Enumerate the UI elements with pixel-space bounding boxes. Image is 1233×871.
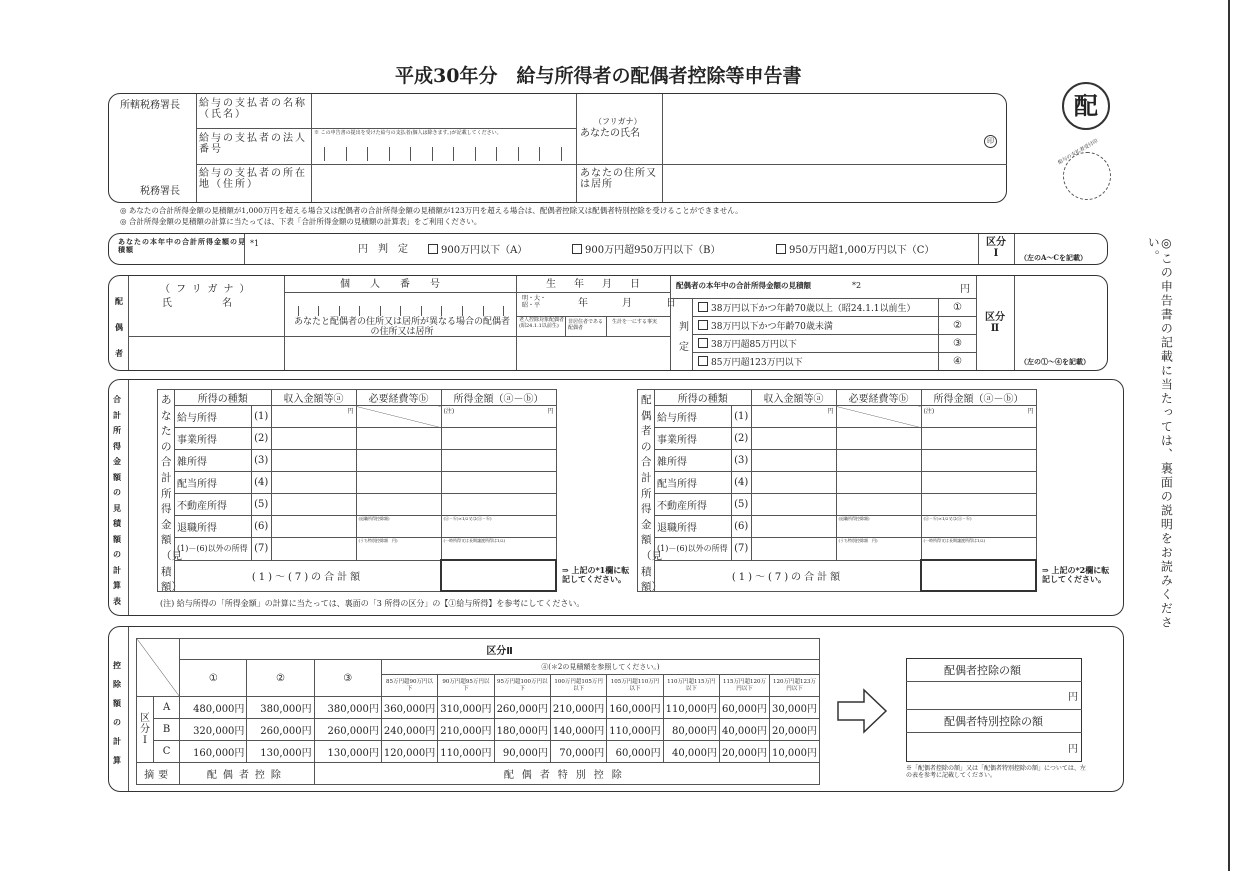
you-row-6-num: (6) xyxy=(251,516,271,538)
spouse-option-2-label: 38万円以下かつ年齢70歳未満 xyxy=(711,322,833,332)
sp-row-7: (1)－(6)以外の所得 xyxy=(655,538,732,561)
payer-name-field[interactable] xyxy=(314,96,572,126)
option-b-label: 900万円超950万円以下（B） xyxy=(585,245,721,256)
you-row-3-revenue[interactable] xyxy=(271,450,356,472)
category-2-note: （左の①～④を記載） xyxy=(1020,357,1090,366)
you-row-1-num: (1) xyxy=(251,406,271,428)
sp-row-2-revenue[interactable] xyxy=(751,428,836,450)
transfer-1-note: ⇒ 上記の*1欄に転記してください。 xyxy=(562,565,630,584)
spouse-address-note: あなたと配偶者の住所又は居所が異なる場合の配偶者の住所又は居所 xyxy=(293,317,510,337)
you-row-3: 雑所得 xyxy=(175,450,252,472)
sp-temp-income[interactable]: (一時所得又は長期譲渡所得は1/2) xyxy=(921,538,1036,561)
row-c-val-11: 10,000円 xyxy=(770,741,820,763)
payer-corp-no-field[interactable] xyxy=(314,140,572,162)
you-row-5-num: (5) xyxy=(251,494,271,516)
sp-row-3-revenue[interactable] xyxy=(751,450,836,472)
you-income-table xyxy=(157,389,557,592)
spouse-option-4-checkbox[interactable] xyxy=(698,356,708,366)
row-b-val-3: 260,000円 xyxy=(314,719,381,741)
sp-row-4-income[interactable] xyxy=(921,472,1036,494)
you-row-4-num: (4) xyxy=(251,472,271,494)
row-b-val-6: 180,000円 xyxy=(494,719,550,741)
spouse-option-3-checkbox[interactable] xyxy=(698,338,708,348)
you-row-2: 事業所得 xyxy=(175,428,252,450)
spouse-vertical-label: 配偶者の合計所得金額（見積額） xyxy=(641,394,662,594)
spouse-deduction-label: 配偶者控除 xyxy=(180,763,314,785)
stamp-text: 給与の支払者受付印 xyxy=(1057,138,1100,166)
sp-retire-deduction[interactable]: (退職所得控除額) xyxy=(836,516,921,538)
your-address-label: あなたの住所又は居所 xyxy=(580,168,657,190)
col-2: ② xyxy=(247,660,314,697)
box1-label: 配偶者控除の額 xyxy=(944,664,1021,677)
birthdate-ymd: 年 月 日 xyxy=(578,298,688,309)
you-row-1: 給与所得 xyxy=(175,406,252,428)
sp-row-3-income[interactable] xyxy=(921,450,1036,472)
sp-special-deduction[interactable]: (うち特別控除額 円) xyxy=(836,538,921,561)
sp-row-3: 雑所得 xyxy=(655,450,732,472)
you-special-deduction[interactable]: (うち特別控除額 円) xyxy=(356,538,441,561)
you-row-3-num: (3) xyxy=(251,450,271,472)
sp-row-1: 給与所得 xyxy=(655,406,732,428)
you-row-4-expenses[interactable] xyxy=(356,472,441,494)
sp-note-mark: (注) xyxy=(923,408,935,415)
row-c-val-5: 110,000円 xyxy=(438,741,494,763)
sp-row-1-num: (1) xyxy=(731,406,751,428)
spouse-option-2[interactable] xyxy=(698,320,833,333)
row-a-val-11: 30,000円 xyxy=(770,697,820,719)
sp-row-7-revenue[interactable] xyxy=(751,538,836,561)
sp-row-2: 事業所得 xyxy=(655,428,732,450)
seal-mark: 配 xyxy=(1062,82,1110,130)
spouse-side-label: 配偶者 xyxy=(115,296,123,358)
row-c-val-1: 160,000円 xyxy=(180,741,247,763)
row-b-val-1: 320,000円 xyxy=(180,719,247,741)
row-a-key: A xyxy=(154,697,180,719)
row-b-val-8: 110,000円 xyxy=(607,719,663,741)
spouse-income-field[interactable] xyxy=(870,280,954,296)
row-b-val-4: 240,000円 xyxy=(381,719,437,741)
spouse-income-yen: 円 xyxy=(960,284,970,295)
personal-seal-mark: 印 xyxy=(984,135,997,148)
sp-row-6-revenue[interactable] xyxy=(751,516,836,538)
sp-row-1-revenue[interactable]: 円 xyxy=(751,406,836,428)
page-edge-line xyxy=(1228,0,1230,871)
col-1: ① xyxy=(180,660,247,697)
you-row-3-expenses[interactable] xyxy=(356,450,441,472)
you-row-7-revenue[interactable] xyxy=(271,538,356,561)
spouse-option-3-label: 38万円超85万円以下 xyxy=(711,340,797,350)
tax-office-head: 所轄税務署長 xyxy=(120,100,180,111)
subcol-8: 120万円超123万円以下 xyxy=(770,675,820,697)
sp-total-label: (1)～(7)の合計額 xyxy=(655,560,922,591)
your-name-label: あなたの氏名 xyxy=(580,128,640,139)
sp-row-2-income[interactable] xyxy=(921,428,1036,450)
payer-corp-no-note: ※ この申告書の提出を受けた給与の支払者(個人は除きます。)が記載してください。 xyxy=(314,130,502,136)
reading-note: ◎この申告書の記載に当たっては、裏面の説明をお読みください。 xyxy=(1146,236,1174,630)
spouse-option-3[interactable] xyxy=(698,338,797,351)
spouse-option-1-checkbox[interactable] xyxy=(698,302,708,312)
note-1: ◎ あなたの合計所得金額の見積額が1,000万円を超える場合又は配偶者の合計所得金額の見積額が123万円を超える場合は、配偶者控除又は配偶者特別控除を受けることができません。 xyxy=(120,206,743,215)
form-title: 平成30年分 給与所得者の配偶者控除等申告書 xyxy=(395,65,802,87)
deduction-table xyxy=(136,638,820,785)
you-header-expenses: 必要経費等ⓑ xyxy=(356,390,441,406)
spouse-option-2-checkbox[interactable] xyxy=(698,320,708,330)
row-a-val-5: 310,000円 xyxy=(438,697,494,719)
row-a-val-3: 380,000円 xyxy=(314,697,381,719)
option-b-checkbox[interactable] xyxy=(572,244,582,254)
sp-header-revenue: 収入金額等ⓐ xyxy=(751,390,836,406)
you-temp-income[interactable]: (一時所得又は長期譲渡所得は1/2) xyxy=(441,538,556,561)
sp-row-4-revenue[interactable] xyxy=(751,472,836,494)
spouse-option-1-num: ① xyxy=(953,302,962,313)
row-c-key: C xyxy=(154,741,180,763)
furigana-label: （フリガナ） xyxy=(594,117,642,126)
spouse-income-mark: *2 xyxy=(852,281,862,290)
row-b-val-7: 140,000円 xyxy=(550,719,606,741)
subcol-7: 115万円超120万円以下 xyxy=(720,675,770,697)
sp-row-5-expenses[interactable] xyxy=(836,494,921,516)
sp-row-6-num: (6) xyxy=(731,516,751,538)
sp-row-1-expenses xyxy=(836,406,921,428)
you-header-income: 所得金額（ⓐ－ⓑ） xyxy=(441,390,556,406)
option-a-checkbox[interactable] xyxy=(428,244,438,254)
spouse-option-3-num: ③ xyxy=(953,338,962,349)
row-a-val-6: 260,000円 xyxy=(494,697,550,719)
calc-footnote: (注) 給与所得の「所得金額」の計算に当たっては、裏面の「3 所得の区分」の【①給与所得】を参考にしてください。 xyxy=(160,599,585,608)
you-total-field[interactable] xyxy=(441,560,556,591)
sp-row-5-income[interactable] xyxy=(921,494,1036,516)
row-b-val-9: 80,000円 xyxy=(663,719,719,741)
spouse-option-1[interactable] xyxy=(698,302,916,315)
you-row-4-income[interactable] xyxy=(441,472,556,494)
result-note: ※「配偶者控除の額」又は「配偶者特別控除の額」については、左の表を参考に記載してください。 xyxy=(906,765,1086,779)
row-c-val-4: 120,000円 xyxy=(381,741,437,763)
option-a-label: 900万円以下（A） xyxy=(441,245,528,256)
row-b-val-5: 210,000円 xyxy=(438,719,494,741)
option-a[interactable] xyxy=(428,244,527,256)
sp-row-5: 不動産所得 xyxy=(655,494,732,516)
sp-row-6: 退職所得 xyxy=(655,516,732,538)
option-c-label: 950万円超1,000万円以下（C） xyxy=(789,245,935,256)
payer-address-field[interactable] xyxy=(314,167,572,200)
spouse-income-table xyxy=(637,389,1037,592)
spouse-address-field[interactable] xyxy=(132,340,666,368)
birthdate-label: 生年月日 xyxy=(546,279,658,290)
sp-header-expenses: 必要経費等ⓑ xyxy=(836,390,921,406)
you-row-7: (1)－(6)以外の所得 xyxy=(175,538,252,561)
row-c-val-7: 70,000円 xyxy=(550,741,606,763)
box1-field[interactable] xyxy=(910,684,1078,706)
your-income-mark: *1 xyxy=(250,239,260,248)
tax-office-chief: 税務署長 xyxy=(140,186,180,197)
spouse-option-4[interactable] xyxy=(698,356,803,369)
category-2-header: 区分Ⅱ xyxy=(180,639,820,660)
spouse-income-label: 配偶者の本年中の合計所得金額の見積額 xyxy=(676,281,811,290)
elderly-label: 老人控除対象配偶者(昭24.1.1以前生) xyxy=(519,317,565,329)
subcol-2: 90万円超95万円以下 xyxy=(438,675,494,697)
you-row-5-expenses[interactable] xyxy=(356,494,441,516)
option-b[interactable] xyxy=(572,244,721,256)
row-c-val-9: 40,000円 xyxy=(663,741,719,763)
payer-address-label: 給与の支払者の所在地（住所） xyxy=(199,168,307,190)
spouse-name-field[interactable] xyxy=(132,310,280,334)
transfer-2-note: ⇒ 上記の*2欄に転記してください。 xyxy=(1042,565,1110,584)
subcol-4: 100万円超105万円以下 xyxy=(550,675,606,697)
spouse-option-1-label: 38万円以下かつ年齢70歳以上（昭24.1.1以前生） xyxy=(711,304,916,314)
you-row-2-expenses[interactable] xyxy=(356,428,441,450)
sp-row-4-num: (4) xyxy=(731,472,751,494)
your-name-field[interactable] xyxy=(666,96,976,162)
judge-label: 判定 xyxy=(679,322,689,353)
you-header-revenue: 収入金額等ⓐ xyxy=(271,390,356,406)
row-c-val-6: 90,000円 xyxy=(494,741,550,763)
sp-row-2-num: (2) xyxy=(731,428,751,450)
row-a-val-2: 380,000円 xyxy=(247,697,314,719)
your-income-field[interactable] xyxy=(264,236,354,260)
sp-row-4: 配当所得 xyxy=(655,472,732,494)
col-4-note: ④(＊2の見積額を参照してください。) xyxy=(381,660,819,675)
sp-total-field[interactable] xyxy=(921,560,1036,591)
row-b-val-10: 40,000円 xyxy=(720,719,770,741)
same-living-label: 生計を一にする事実 xyxy=(612,319,658,325)
you-row-4: 配当所得 xyxy=(175,472,252,494)
row-a-val-8: 160,000円 xyxy=(607,697,663,719)
row-c-val-3: 130,000円 xyxy=(314,741,381,763)
you-row-1-revenue[interactable]: 円 xyxy=(271,406,356,428)
box2-yen: 円 xyxy=(1068,744,1078,755)
you-note-mark: (注) xyxy=(443,408,455,415)
payer-corp-no-label: 給与の支払者の法人番号 xyxy=(199,133,307,155)
row-b-val-11: 20,000円 xyxy=(770,719,820,741)
sp-row-3-expenses[interactable] xyxy=(836,450,921,472)
you-row-2-num: (2) xyxy=(251,428,271,450)
sp-row-3-num: (3) xyxy=(731,450,751,472)
row-b-key: B xyxy=(154,719,180,741)
you-yen: 円 xyxy=(547,408,554,415)
subcol-6: 110万円超115万円以下 xyxy=(663,675,719,697)
category-1-vertical: 区分Ⅰ xyxy=(137,697,154,763)
payer-name-label: 給与の支払者の名称（氏名） xyxy=(199,98,307,120)
sp-header-type: 所得の種類 xyxy=(655,390,752,406)
option-c-checkbox[interactable] xyxy=(776,244,786,254)
you-row-2-revenue[interactable] xyxy=(271,428,356,450)
you-header-type: 所得の種類 xyxy=(175,390,272,406)
row-a-val-10: 60,000円 xyxy=(720,697,770,719)
sp-header-income: 所得金額（ⓐ－ⓑ） xyxy=(921,390,1036,406)
your-income-judge: 円 判 定 xyxy=(358,244,408,255)
you-row-7-num: (7) xyxy=(251,538,271,561)
note-2: ◎ 合計所得金額の見積額の計算に当たっては、下表「合計所得金額の見積額の計算表」をご利用ください。 xyxy=(120,217,482,226)
era-label: 明・大・昭・平 xyxy=(522,295,547,309)
col-3: ③ xyxy=(314,660,381,697)
summary-label: 摘要 xyxy=(137,763,180,785)
sp-yen: 円 xyxy=(1027,408,1034,415)
sp-row-4-expenses[interactable] xyxy=(836,472,921,494)
you-row-6-revenue[interactable] xyxy=(271,516,356,538)
you-row-2-income[interactable] xyxy=(441,428,556,450)
you-row-5-revenue[interactable] xyxy=(271,494,356,516)
sp-row-5-revenue[interactable] xyxy=(751,494,836,516)
box2-label: 配偶者特別控除の額 xyxy=(944,715,1043,728)
you-retire-formula[interactable]: (ⓐ－ⓑ)×1/2又は(ⓐ－ⓑ) xyxy=(441,516,556,538)
you-row-4-revenue[interactable] xyxy=(271,472,356,494)
category-1-note: （左のA～Cを記載） xyxy=(1020,253,1088,262)
sp-row-1-income[interactable] xyxy=(921,406,1036,428)
you-total-label: (1)～(7)の合計額 xyxy=(175,560,442,591)
spouse-option-4-num: ④ xyxy=(953,356,962,367)
spouse-option-4-label: 85万円超123万円以下 xyxy=(711,358,803,368)
you-row-5-income[interactable] xyxy=(441,494,556,516)
category-1-label: 区分Ⅰ xyxy=(986,237,1006,259)
you-vertical-label: あなたの合計所得金額（見積額） xyxy=(161,394,182,594)
sp-row-2-expenses[interactable] xyxy=(836,428,921,450)
row-a-val-9: 110,000円 xyxy=(663,697,719,719)
your-income-label: あなたの本年中の合計所得金額の見積額 xyxy=(118,237,246,254)
spouse-special-deduction-label: 配偶者特別控除 xyxy=(314,763,819,785)
you-retire-deduction[interactable]: (退職所得控除額) xyxy=(356,516,441,538)
sp-retire-formula[interactable]: (ⓐ－ⓑ)×1/2又は(ⓐ－ⓑ) xyxy=(921,516,1036,538)
row-c-val-2: 130,000円 xyxy=(247,741,314,763)
sp-row-7-num: (7) xyxy=(731,538,751,561)
you-row-6: 退職所得 xyxy=(175,516,252,538)
your-address-field[interactable] xyxy=(666,167,1002,200)
row-c-val-8: 60,000円 xyxy=(607,741,663,763)
right-arrow-icon xyxy=(836,688,888,734)
subcol-5: 105万円超110万円以下 xyxy=(607,675,663,697)
non-resident-label: 非居住者である配偶者 xyxy=(568,319,604,331)
spouse-name-label: 氏名 xyxy=(162,298,282,309)
row-a-val-7: 210,000円 xyxy=(550,697,606,719)
row-a-val-4: 360,000円 xyxy=(381,697,437,719)
you-row-5: 不動産所得 xyxy=(175,494,252,516)
you-row-1-expenses xyxy=(356,406,441,428)
row-b-val-2: 260,000円 xyxy=(247,719,314,741)
spouse-my-number-field[interactable] xyxy=(288,298,514,316)
you-row-3-income[interactable] xyxy=(441,450,556,472)
category-2-label: 区分Ⅱ xyxy=(985,312,1005,334)
row-a-val-1: 480,000円 xyxy=(180,697,247,719)
subcol-3: 95万円超100万円以下 xyxy=(494,675,550,697)
subcol-1: 85万円超90万円以下 xyxy=(381,675,437,697)
calc-side-label: 合計所得金額の見積額の計算表 xyxy=(113,394,121,606)
option-c[interactable] xyxy=(776,244,934,256)
row-c-val-10: 20,000円 xyxy=(720,741,770,763)
sp-row-5-num: (5) xyxy=(731,494,751,516)
you-row-1-income[interactable] xyxy=(441,406,556,428)
box1-yen: 円 xyxy=(1068,692,1078,703)
spouse-my-number-label: 個人番号 xyxy=(340,279,460,290)
box2-field[interactable] xyxy=(910,735,1078,759)
spouse-option-2-num: ② xyxy=(953,320,962,331)
spouse-furigana: （フリガナ） xyxy=(160,284,256,295)
deduction-side-label: 控除額の計算 xyxy=(113,660,121,765)
